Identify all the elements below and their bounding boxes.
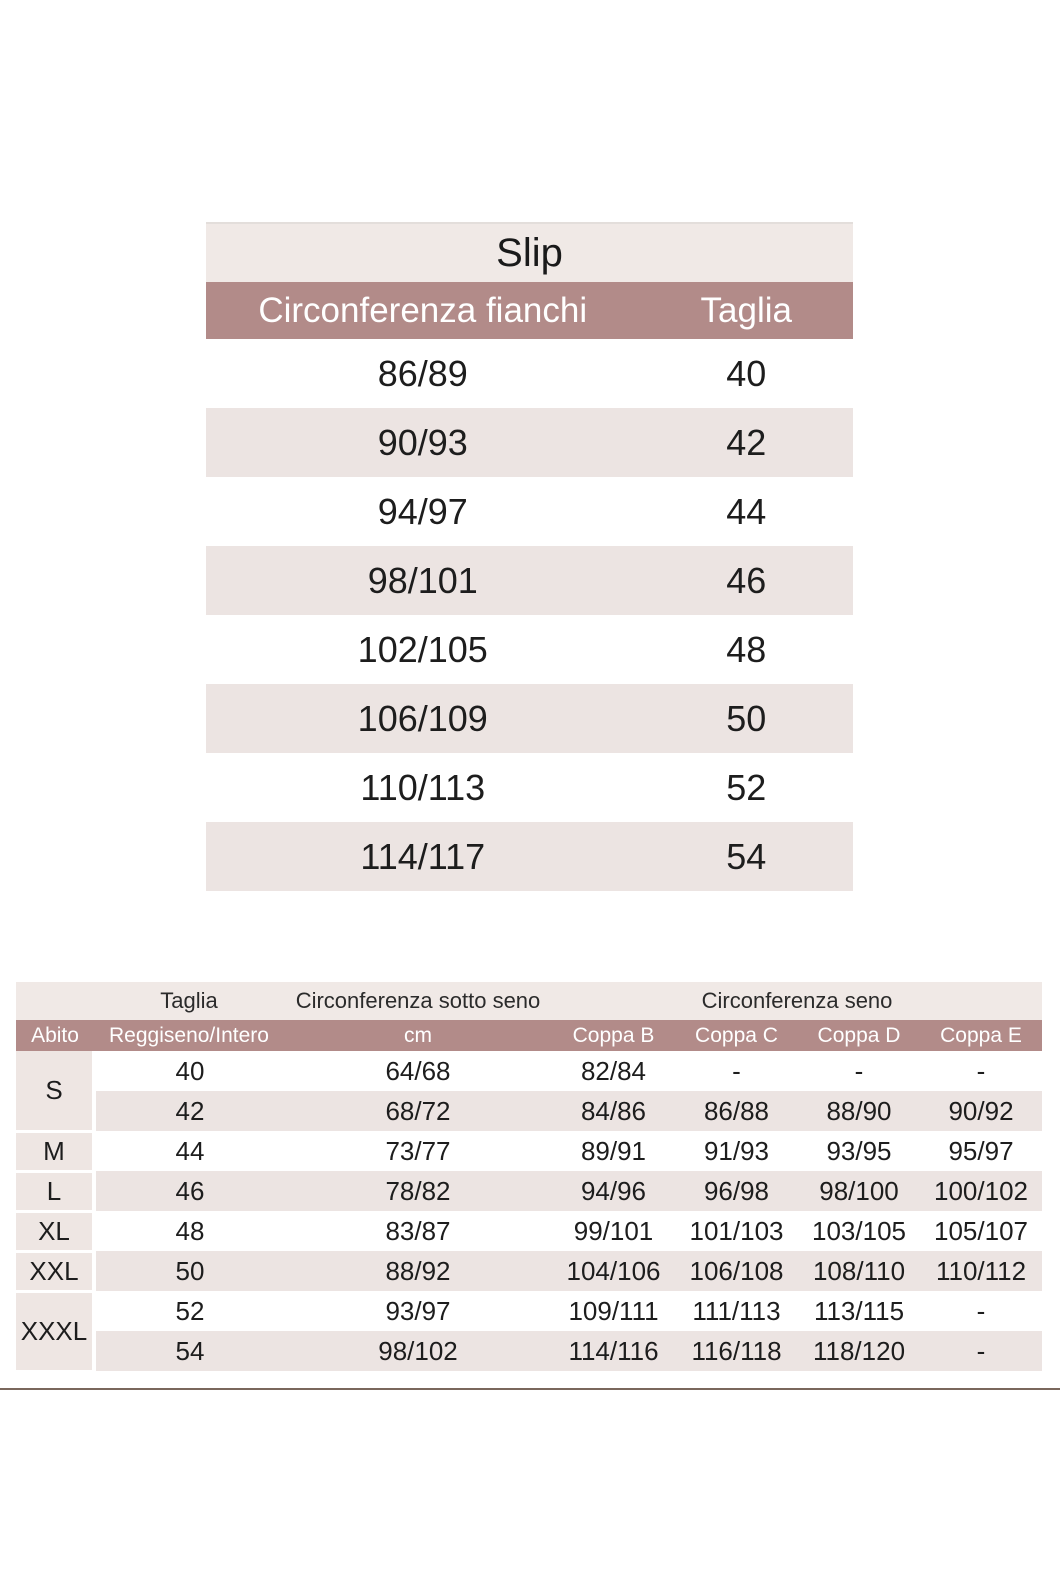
- column-header: Reggiseno/Intero: [94, 1020, 284, 1051]
- slip-cell-hips: 106/109: [206, 684, 639, 753]
- bra-table-cell: 104/106: [552, 1251, 675, 1291]
- bra-group-header-row: [16, 982, 1042, 1020]
- slip-table-row: [206, 822, 853, 891]
- slip-cell-size: 48: [726, 628, 767, 670]
- bra-table-cell: 98/100: [798, 1171, 920, 1211]
- bra-table-cell: 64/68: [385, 1055, 451, 1086]
- page-divider-line: [0, 1388, 1060, 1390]
- bra-table-cell: 52: [175, 1295, 205, 1326]
- bra-table-cell: 88/92: [284, 1251, 552, 1291]
- bra-table-cell: 98/102: [284, 1331, 552, 1371]
- bra-table-cell: 106/108: [675, 1251, 798, 1291]
- bra-column-header-row: [16, 1020, 1042, 1051]
- slip-cell-size: 50: [639, 684, 853, 753]
- slip-cell-size: 44: [726, 490, 767, 532]
- bra-table-cell: 101/103: [689, 1215, 784, 1246]
- slip-table-row: [206, 477, 853, 546]
- slip-cell-size: 42: [639, 408, 853, 477]
- column-header: Coppa C: [675, 1020, 798, 1051]
- bra-table-cell: 86/88: [675, 1091, 798, 1131]
- slip-cell-size: 46: [639, 546, 853, 615]
- bra-table-cell: 84/86: [552, 1091, 675, 1131]
- abito-size-cell: L: [16, 1171, 94, 1211]
- bra-table-cell: 40: [175, 1055, 205, 1086]
- bra-table-cell: 105/107: [934, 1215, 1028, 1246]
- bra-table-cell: 100/102: [920, 1171, 1042, 1211]
- slip-cell-hips: 114/117: [206, 822, 639, 891]
- bra-table-cell: 54: [94, 1331, 284, 1371]
- bra-table-row: [16, 1251, 1042, 1291]
- bra-table-cell: 93/95: [826, 1135, 892, 1166]
- bra-size-table: [16, 982, 1042, 1373]
- slip-table-row: [206, 684, 853, 753]
- bra-table-cell: 89/91: [580, 1135, 647, 1166]
- column-header-size: Taglia: [639, 282, 853, 339]
- bra-table-cell: 95/97: [948, 1135, 1014, 1166]
- abito-size-cell: M: [16, 1131, 94, 1171]
- bra-table-row: [16, 1171, 1042, 1211]
- slip-table-row: [206, 408, 853, 477]
- bra-table-cell: 96/98: [675, 1171, 798, 1211]
- column-header: Coppa B: [552, 1020, 675, 1051]
- bra-table-cell: 50: [94, 1251, 284, 1291]
- bra-table-cell: 103/105: [812, 1215, 906, 1246]
- slip-table-title-row: [206, 223, 853, 282]
- group-header: Circonferenza sotto seno: [284, 982, 552, 1020]
- bra-table-cell: 114/116: [552, 1331, 675, 1371]
- column-header: Abito: [16, 1020, 94, 1051]
- slip-table-row: [206, 615, 853, 684]
- bra-table-cell: 48: [175, 1215, 205, 1246]
- bra-table-cell: 91/93: [703, 1135, 770, 1166]
- bra-table-row: [16, 1331, 1042, 1371]
- group-header: Taglia: [94, 982, 284, 1020]
- bra-table-cell: -: [732, 1055, 741, 1086]
- bra-table-cell: 99/101: [573, 1215, 654, 1246]
- bra-table-cell: 44: [175, 1135, 205, 1166]
- bra-table-cell: 78/82: [284, 1171, 552, 1211]
- bra-table-cell: 110/112: [920, 1251, 1042, 1291]
- slip-cell-hips: 98/101: [206, 546, 639, 615]
- slip-table-row: [206, 753, 853, 822]
- bra-table-cell: 116/118: [675, 1331, 798, 1371]
- group-header-empty: [16, 982, 94, 1020]
- column-header: cm: [284, 1020, 552, 1051]
- bra-table-cell: 111/113: [692, 1295, 781, 1326]
- slip-cell-hips: 110/113: [360, 766, 486, 808]
- bra-table-row: [16, 1051, 1042, 1091]
- slip-cell-size: 40: [726, 352, 767, 394]
- slip-cell-size: 52: [726, 766, 767, 808]
- bra-table-cell: -: [976, 1055, 986, 1086]
- bra-table-row: [16, 1211, 1042, 1251]
- bra-table-cell: -: [976, 1295, 986, 1326]
- slip-table-row: [206, 546, 853, 615]
- group-header: Circonferenza seno: [552, 982, 1042, 1020]
- bra-table-cell: 83/87: [385, 1215, 451, 1246]
- bra-table-cell: 118/120: [798, 1331, 920, 1371]
- slip-table-title: Slip: [206, 223, 853, 282]
- abito-size-cell: XXL: [16, 1251, 94, 1291]
- bra-table-cell: 46: [94, 1171, 284, 1211]
- bra-table-cell: 108/110: [798, 1251, 920, 1291]
- bra-table-row: [16, 1091, 1042, 1131]
- column-header: Coppa D: [798, 1020, 920, 1051]
- bra-table-cell: -: [854, 1055, 864, 1086]
- bra-table-row: [16, 1131, 1042, 1171]
- abito-size-cell: XL: [16, 1211, 94, 1251]
- bra-table-row: [16, 1291, 1042, 1331]
- slip-cell-hips: 94/97: [377, 490, 468, 532]
- slip-cell-size: 54: [639, 822, 853, 891]
- abito-size-cell: S: [16, 1051, 94, 1131]
- bra-table-cell: 93/97: [385, 1295, 451, 1326]
- bra-table-cell: 113/115: [813, 1295, 905, 1326]
- bra-table-cell: 68/72: [284, 1091, 552, 1131]
- bra-table-cell: 109/111: [568, 1295, 659, 1326]
- bra-table-cell: 90/92: [920, 1091, 1042, 1131]
- slip-column-header-row: [206, 282, 853, 339]
- bra-table-cell: 73/77: [385, 1135, 451, 1166]
- bra-table-cell: 88/90: [798, 1091, 920, 1131]
- bra-table-cell: 42: [94, 1091, 284, 1131]
- slip-cell-hips: 90/93: [206, 408, 639, 477]
- bra-table-cell: 82/84: [580, 1055, 647, 1086]
- slip-table-row: [206, 339, 853, 408]
- slip-size-table: [206, 222, 853, 891]
- column-header-hips: Circonferenza fianchi: [206, 282, 639, 339]
- slip-cell-hips: 86/89: [377, 352, 468, 394]
- column-header: Coppa E: [920, 1020, 1042, 1051]
- slip-cell-hips: 102/105: [357, 628, 488, 670]
- abito-size-cell: XXXL: [16, 1291, 94, 1371]
- bra-table-cell: -: [920, 1331, 1042, 1371]
- bra-table-cell: 94/96: [552, 1171, 675, 1211]
